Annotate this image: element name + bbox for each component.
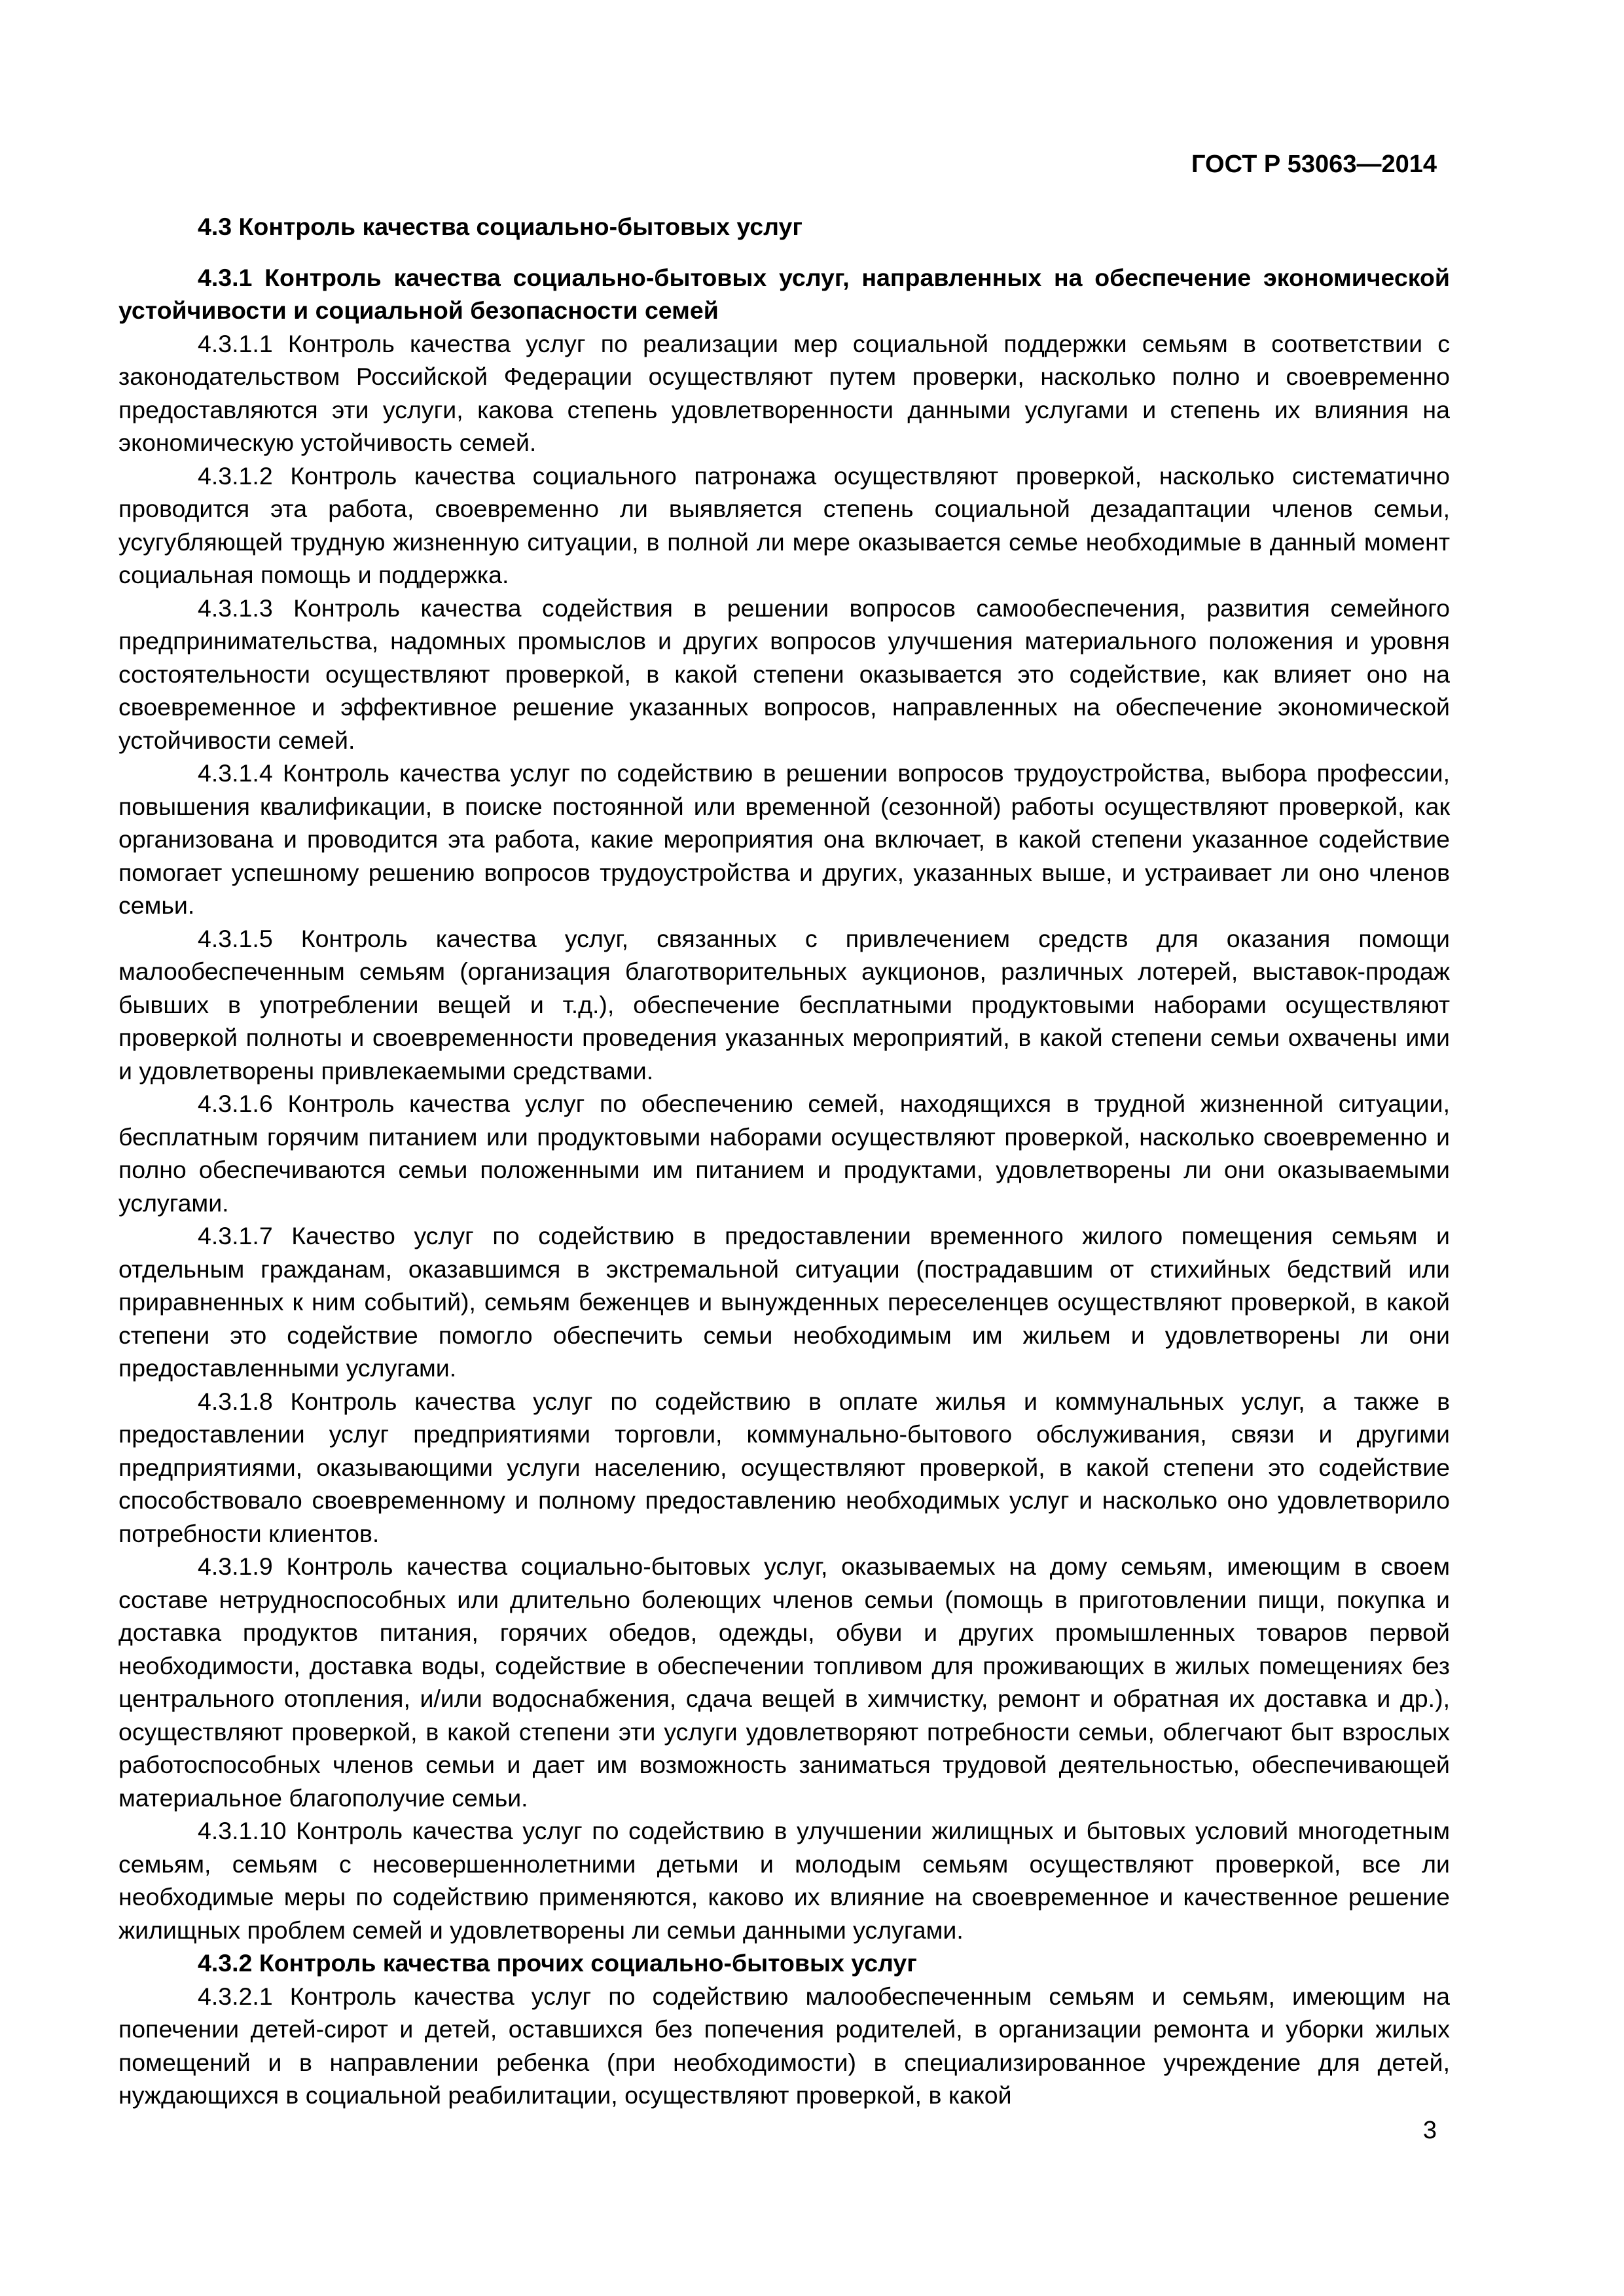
paragraph: 4.3.1.10 Контроль качества услуг по содействию в улучшении жилищных и бытовых условий многодетным семьям, семьям с несовершеннолетними детьми и молодым семьям осуществляют проверкой, все ли необходимые меры по содействию применяются, каково их влияние на своевременное и качественное решение жилищных проблем семей и удовлетворены ли семьи данными услугами. (118, 1817, 1450, 1944)
paragraph: 4.3.1.4 Контроль качества услуг по содействию в решении вопросов трудоустройства, выбора профессии, повышения квалификации, в поиске постоянной или временной (сезонной) работы осуществляют проверкой, как организована и проводится эта работа, какие мероприятия она включает, в какой степени указанное содействие помогает успешному решению вопросов трудоустройства и других, указанных выше, и устраивает ли оно членов семьи. (118, 759, 1450, 919)
section-heading: 4.3 Контроль качества социально-бытовых услуг (198, 213, 803, 240)
subsection-heading: 4.3.1 Контроль качества социально-бытовых услуг, направленных на обеспечение экономической устойчивости и социальной безопасности семей (118, 263, 1450, 324)
paragraph: 4.3.1.7 Качество услуг по содействию в предоставлении временного жилого помещения семьям и отдельным гражданам, оказавшимся в экстремальной ситуации (пострадавшим от стихийных бедствий или приравненных к ним событий), семьям беженцев и вынужденных переселенцев осуществляют проверкой, в какой степени это содействие помогло обеспечить семьи необходимым им жильем и удовлетворены ли они предоставленными услугами. (118, 1222, 1450, 1382)
paragraph: 4.3.1.2 Контроль качества социального патронажа осуществляют проверкой, насколько систематично проводится эта работа, своевременно ли выявляется степень социальной дезадаптации членов семьи, усугубляющей трудную жизненную ситуации, в полной ли мере оказывается семье необходимые в данный момент социальная помощь и поддержка. (118, 461, 1450, 588)
paragraph: 4.3.1.8 Контроль качества услуг по содействию в оплате жилья и коммунальных услуг, а также в предоставлении услуг предприятиями торговли, коммунально-бытового обслуживания, связи и другими предприятиями, оказывающими услуги населению, осуществляют проверкой, в какой степени это содействие способствовало своевременному и полному предоставлению необходимых услуг и насколько оно удовлетворило потребности клиентов. (118, 1387, 1450, 1547)
paragraph: 4.3.2.1 Контроль качества услуг по содействию малообеспеченным семьям и семьям, имеющим на попечении детей-сирот и детей, оставшихся без попечения родителей, в организации ремонта и уборки жилых помещений и в направлении ребенка (при необходимости) в специализированное учреждение для детей, нуждающихся в социальной реабилитации, осуществляют проверкой, в какой (118, 1982, 1450, 2109)
paragraph: 4.3.1.1 Контроль качества услуг по реализации мер социальной поддержки семьям в соответствии с законодательством Российской Федерации осуществляют путем проверки, насколько полно и своевременно предоставляются эти услуги, какова степень удовлетворенности данными услугами и степень их влияния на экономическую устойчивость семей. (118, 329, 1450, 456)
paragraph: 4.3.1.6 Контроль качества услуг по обеспечению семей, находящихся в трудной жизненной ситуации, бесплатным горячим питанием или продуктовыми наборами осуществляют проверкой, насколько своевременно и полно обеспечиваются семьи положенными им питанием и продуктами, удовлетворены ли они оказываемыми услугами. (118, 1090, 1450, 1217)
document-code: ГОСТ Р 53063—2014 (1191, 151, 1437, 178)
subsection-heading: 4.3.2 Контроль качества прочих социально-бытовых услуг (198, 1949, 917, 1977)
paragraph: 4.3.1.5 Контроль качества услуг, связанных с привлечением средств для оказания помощи малообеспеченным семьям (организация благотворительных аукционов, различных лотерей, выставок-продаж бывших в употреблении вещей и т.д.), обеспечение бесплатными продуктовыми наборами осуществляют проверкой полноты и своевременности проведения указанных мероприятий, в какой степени семьи охвачены ими и удовлетворены привлекаемыми средствами. (118, 924, 1450, 1085)
page-number: 3 (1422, 2117, 1437, 2144)
paragraph: 4.3.1.3 Контроль качества содействия в решении вопросов самообеспечения, развития семейного предпринимательства, надомных промыслов и других вопросов улучшения материального положения и уровня состоятельности осуществляют проверкой, в какой степени оказывается это содействие, как влияет оно на своевременное и эффективное решение указанных вопросов, направленных на обеспечение экономической устойчивости семей. (118, 594, 1450, 754)
paragraph: 4.3.1.9 Контроль качества социально-бытовых услуг, оказываемых на дому семьям, имеющим в своем составе нетрудноспособных или длительно болеющих членов семьи (помощь в приготовлении пищи, покупка и доставка продуктов питания, горячих обедов, одежды, обуви и других промышленных товаров первой необходимости, доставка воды, содействие в обеспечении топливом для проживающих в жилых помещениях без центрального отопления, и/или водоснабжения, сдача вещей в химчистку, ремонт и обратная их доставка и др.), осуществляют проверкой, в какой степени эти услуги удовлетворяют потребности семьи, облегчают быт взрослых работоспособных членов семьи и дает им возможность заниматься трудовой деятельностью, обеспечивающей материальное благополучие семьи. (118, 1552, 1450, 1812)
document-body (118, 210, 1450, 2112)
